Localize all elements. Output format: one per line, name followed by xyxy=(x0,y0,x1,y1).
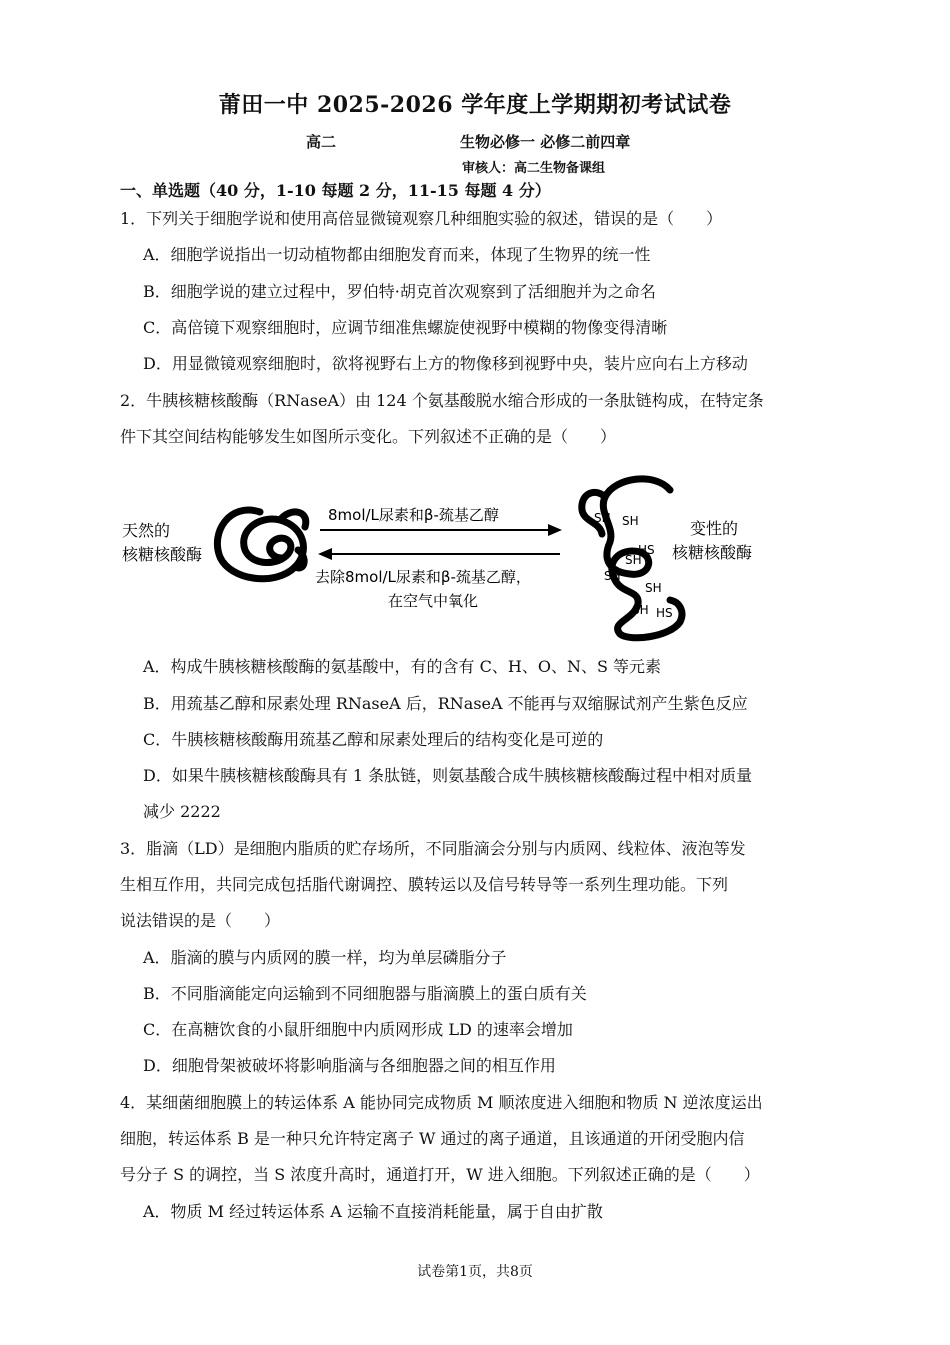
denatured-label-line-1: 变性的 xyxy=(690,519,739,538)
native-label-line-2: 核糖核酸酶 xyxy=(122,545,203,564)
question-4-stem-line-2: 细胞，转运体系 B 是一种只允许特定离子 W 通过的离子通道，且该通道的开闭受胞内信 xyxy=(120,1129,745,1148)
question-1-option-d: D．用显微镜观察细胞时，欲将视野右上方的物像移到视野中央，装片应向右上方移动 xyxy=(143,354,748,373)
question-4-option-a: A．物质 M 经过转运体系 A 运输不直接消耗能量，属于自由扩散 xyxy=(143,1202,603,1221)
question-4-stem-line-3: 号分子 S 的调控，当 S 浓度升高时，通道打开，W 进入细胞。下列叙述正确的是（ ） xyxy=(120,1165,760,1184)
question-3-option-a: A．脂滴的膜与内质网的膜一样，均为单层磷脂分子 xyxy=(143,948,507,967)
question-1-option-a: A．细胞学说指出一切动植物都由细胞发育而来，体现了生物界的统一性 xyxy=(143,245,651,264)
question-2-option-d: D．如果牛胰核糖核酸酶具有 1 条肽链，则氨基酸合成牛胰核糖核酸酶过程中相对质量 xyxy=(143,766,753,785)
question-4-stem-line-1: 4．某细菌细胞膜上的转运体系 A 能协同完成物质 M 顺浓度进入细胞和物质 N 逆浓度运出 xyxy=(120,1093,763,1112)
question-2-option-b: B．用巯基乙醇和尿素处理 RNaseA 后，RNaseA 不能再与双缩脲试剂产生紫色反应 xyxy=(143,694,748,713)
question-3-option-c: C．在高糖饮食的小鼠肝细胞中内质网形成 LD 的速率会增加 xyxy=(143,1020,573,1039)
question-3-option-d: D．细胞骨架被破坏将影响脂滴与各细胞器之间的相互作用 xyxy=(143,1056,556,1075)
question-2-option-d-cont: 减少 2222 xyxy=(143,802,221,821)
rnase-denaturation-figure xyxy=(110,462,790,642)
grade-label: 高二 xyxy=(306,133,337,151)
question-3-stem-line-1: 3．脂滴（LD）是细胞内脂质的贮存场所，不同脂滴会分别与内质网、线粒体、液泡等发 xyxy=(120,839,746,858)
denatured-label-line-2: 核糖核酸酶 xyxy=(672,543,753,562)
hs-group-2: HS xyxy=(656,606,673,620)
question-1-option-c: C．高倍镜下观察细胞时，应调节细准焦螺旋使视野中模糊的物像变得清晰 xyxy=(143,318,668,337)
question-3-stem-line-3: 说法错误的是（ ） xyxy=(120,911,281,930)
question-3-option-b: B．不同脂滴能定向运输到不同细胞器与脂滴膜上的蛋白质有关 xyxy=(143,984,587,1003)
question-2-option-c: C．牛胰核糖核酸酶用巯基乙醇和尿素处理后的结构变化是可逆的 xyxy=(143,730,604,749)
page-title: 莆田一中 2025-2026 学年度上学期期初考试试卷 xyxy=(218,92,732,118)
forward-arrowhead xyxy=(548,524,562,536)
question-1-option-b: B．细胞学说的建立过程中，罗伯特·胡克首次观察到了活细胞并为之命名 xyxy=(143,282,656,301)
page-footer: 试卷第1页，共8页 xyxy=(417,1264,533,1280)
reviewer-label: 审核人：高二生物备课组 xyxy=(462,161,606,176)
native-label-line-1: 天然的 xyxy=(122,521,171,540)
sh-group-2: SH xyxy=(622,514,639,528)
question-1-stem: 1．下列关于细胞学说和使用高倍显微镜观察几种细胞实验的叙述，错误的是（ ） xyxy=(120,209,723,228)
sh-group-3: SH xyxy=(625,553,642,567)
reverse-arrowhead xyxy=(318,548,332,560)
hs-group-1: HS xyxy=(638,543,655,557)
sh-group-1: SH xyxy=(594,511,611,525)
question-2-option-a: A．构成牛胰核糖核酸酶的氨基酸中，有的含有 C、H、O、N、S 等元素 xyxy=(143,657,662,676)
question-2-stem-line-1: 2．牛胰核糖核酸酶（RNaseA）由 124 个氨基酸脱水缩合形成的一条肽链构成，在特定条 xyxy=(120,391,764,410)
sh-group-5: SH xyxy=(645,581,662,595)
forward-condition-label: 8mol/L尿素和β-巯基乙醇 xyxy=(328,506,499,524)
question-3-stem-line-2: 生相互作用，共同完成包括脂代谢调控、膜转运以及信号转导等一系列生理功能。下列 xyxy=(120,875,729,894)
native-protein-icon xyxy=(217,510,305,579)
subject-label: 生物必修一 必修二前四章 xyxy=(460,133,631,151)
section-heading: 一、单选题（40 分，1-10 每题 2 分，11-15 每题 4 分） xyxy=(120,181,551,200)
question-2-stem-line-2: 件下其空间结构能够发生如图所示变化。下列叙述不正确的是（ ） xyxy=(120,427,617,446)
sh-group-6: SH xyxy=(632,603,649,617)
reverse-condition-label-line-1: 去除8mol/L尿素和β-巯基乙醇， xyxy=(315,568,531,586)
sh-group-4: SH xyxy=(604,569,621,583)
reverse-condition-label-line-2: 在空气中氧化 xyxy=(388,592,479,610)
